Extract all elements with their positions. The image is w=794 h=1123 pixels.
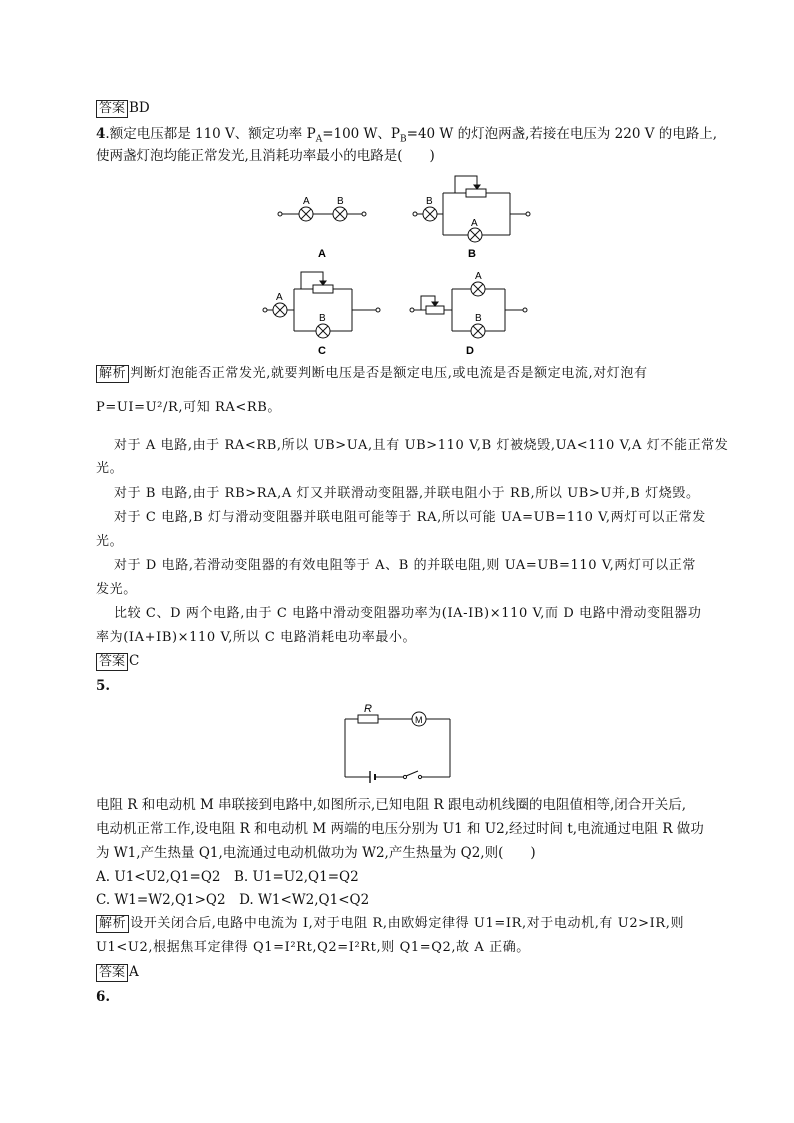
q3-answer: BD [129,100,150,116]
circuit-b-label: B [468,248,476,260]
circuit-a-lamp-b-label: B [337,196,344,207]
q4-analysis-line-7: 对于 D 电路,若滑动变阻器的有效电阻等于 A、B 的并联电阻,则 UA=UB=110 V,两灯可以正常 [114,558,696,573]
circuit-c-label: C [318,345,326,357]
q4-analysis-line-0: 解析 判断灯泡能否正常发光,就要判断电压是否是额定电压,或电流是否是额定电流,对灯泡有 [96,364,648,384]
q4-analysis-line-3: 光。 [96,461,124,476]
q4-stem-1: 额定电压都是 110 V、额定功率 P [109,126,316,142]
q4-analysis-line-8: 发光。 [96,582,137,597]
sub-a: A [315,134,323,145]
q5-option-line-1: C. W1=W2,Q1>Q2 D. W1<W2,Q1<Q2 [96,892,370,908]
q4-analysis-line-9: 比较 C、D 两个电路,由于 C 电路中滑动变阻器功率为(IA-IB)×110 V,而 D 电路中滑动变阻器功 [114,606,702,621]
q4-answer: C [129,653,140,669]
q4-stem-1b: =100 W、P [322,126,401,142]
analysis-tag: 解析 [96,365,129,383]
analysis-tag: 解析 [96,915,129,933]
circuit-a-lamp-a-label: A [303,196,310,207]
circuit-b [413,176,530,242]
circuit-a-label: A [318,248,326,260]
q5-stem-line-0: 电阻 R 和电动机 M 串联接到电路中,如图所示,已知电阻 R 跟电动机线圈的电阻值相等,闭合开关后, [96,797,687,813]
q4-circuit-figures [0,165,794,385]
q5-analysis-line-1: U1<U2,根据焦耳定律得 Q1=I²Rt,Q2=I²Rt,则 Q1=Q2,故 A 正确。 [96,940,530,955]
answer-tag: 答案 [96,964,128,982]
q5-r-label: R [364,703,372,715]
q4-analysis-line-6: 光。 [96,534,124,549]
answer-tag: 答案 [96,653,128,671]
circuit-d-lamp-b-label: B [475,313,482,324]
q4-analysis-line-10: 率为(IA+IB)×110 V,所以 C 电路消耗电功率最小。 [96,630,417,645]
q4-stem-line-2: 使两盏灯泡均能正常发光,且消耗功率最小的电路是( ) [96,148,435,164]
circuit-c-lamp-a-label: A [276,292,283,303]
q4-answer-line [96,651,139,671]
answer-tag: 答案 [96,100,128,118]
q4-stem-1c: =40 W 的灯泡两盏,若接在电压为 220 V 的电路上, [406,126,718,142]
q5-analysis-line-0: 解析 设开关闭合后,电路中电流为 I,对于电阻 R,由欧姆定律得 U1=IR,对于电动机,有 U2>IR,则 [96,914,684,934]
q4-stem-line-1: 4.额定电压都是 110 V、额定功率 $P_A=100$ W、$P_B=40$ W 的灯泡两盏,若接在电压为 220 V 的电路上, [96,126,718,145]
q3-answer-line [96,98,150,118]
q5-stem-line-2: 为 W1,产生热量 Q1,电流通过电动机做功为 W2,产生热量为 Q2,则( ) [96,845,536,861]
circuit-c [263,272,380,338]
circuit-c-lamp-b-label: B [319,313,326,324]
circuit-b-lamp-b-label: B [426,196,433,207]
q5-answer: A [129,964,139,980]
q5-answer-line [96,962,139,982]
q5-number: 5. [96,678,111,694]
q5-motor-label: M [415,715,423,725]
q5-stem-line-1: 电动机正常工作,设电阻 R 和电动机 M 两端的电压分别为 U1 和 U2,经过时间 t,电流通过电阻 R 做功 [96,821,704,837]
q5-option-line-0: A. U1<U2,Q1=Q2 B. U1=U2,Q1=Q2 [96,869,359,885]
sub-b: B [400,134,407,145]
q5-circuit-figure [0,700,794,790]
q4-analysis-line-5: 对于 C 电路,B 灯与滑动变阻器并联电阻可能等于 RA,所以可能 UA=UB=110 V,两灯可以正常发 [114,510,706,525]
q6-number: 6. [96,989,111,1005]
circuit-d [410,282,527,338]
circuit-d-label: D [466,345,474,357]
circuit-d-lamp-a-label: A [475,271,482,282]
q4-number: 4 [96,126,106,142]
circuit-b-lamp-a-label: A [471,218,478,229]
q4-analysis-line-4: 对于 B 电路,由于 RB>RA,A 灯又并联滑动变阻器,并联电阻小于 RB,所以 UB>U并,B 灯烧毁。 [114,486,700,501]
q4-analysis-line-1: P=UI=U²/R,可知 RA<RB。 [96,400,282,415]
circuit-a [278,207,366,221]
q4-analysis-line-2: 对于 A 电路,由于 RA<RB,所以 UB>UA,且有 UB>110 V,B 灯被烧毁,UA<110 V,A 灯不能正常发 [114,438,729,453]
